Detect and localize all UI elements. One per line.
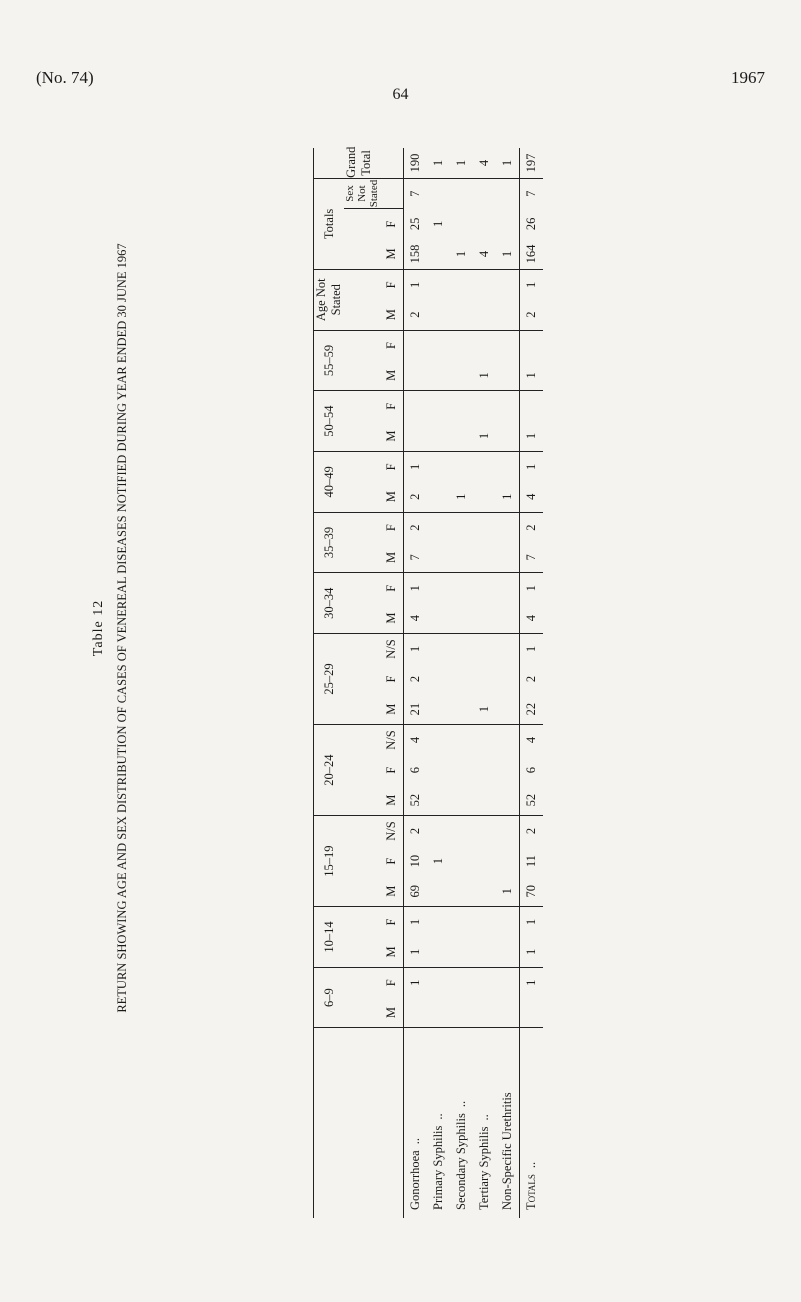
table-cell xyxy=(450,816,473,846)
table-cell xyxy=(450,634,473,664)
table-cell xyxy=(450,937,473,967)
table-body xyxy=(404,148,544,1218)
table-cell: 1 xyxy=(520,269,544,299)
row-label-text: Secondary Syphilis xyxy=(454,1113,468,1210)
table-cell: 2 xyxy=(520,512,544,542)
sex-label: M xyxy=(380,239,404,269)
sex-label: M xyxy=(380,360,404,390)
sex-label: N/S xyxy=(380,634,404,664)
table-row xyxy=(473,148,496,1218)
table-cell: 1 xyxy=(408,281,422,288)
table-cell xyxy=(427,421,450,451)
table-cell: 1 xyxy=(450,148,473,178)
sex-label: F xyxy=(380,451,404,481)
table-cell xyxy=(427,937,450,967)
table-cell: 26 xyxy=(520,209,544,239)
row-label xyxy=(496,1028,520,1218)
table-cell xyxy=(496,178,520,208)
table-cell xyxy=(427,573,450,603)
sex-label: M xyxy=(380,785,404,815)
table-cell xyxy=(473,907,496,937)
table-cell: 1 xyxy=(520,573,544,603)
table-cell: 197 xyxy=(520,148,544,178)
table-cell xyxy=(520,998,544,1028)
table-cell xyxy=(473,300,496,330)
table-cell xyxy=(496,421,520,451)
table-cell xyxy=(473,634,496,664)
group-6-9: 6–9 xyxy=(314,967,345,1028)
table-cell xyxy=(473,451,496,481)
table-cell: 2 xyxy=(408,524,422,531)
table-cell: 4 xyxy=(404,603,428,633)
table-cell xyxy=(496,967,520,997)
table-cell xyxy=(496,634,520,664)
sex-label: F xyxy=(380,391,404,421)
table-cell: 4 xyxy=(473,148,496,178)
table-cell: 4 xyxy=(408,736,422,744)
table-cell: 1 xyxy=(473,694,496,724)
table-cell xyxy=(450,512,473,542)
row-label xyxy=(404,1028,428,1218)
row-label xyxy=(520,1028,544,1218)
table-cell xyxy=(473,998,496,1028)
table-cell xyxy=(473,543,496,573)
table-cell xyxy=(427,785,450,815)
group-totals: Totals xyxy=(314,178,345,269)
table-cell xyxy=(450,876,473,906)
table-cell xyxy=(427,967,450,997)
leader-dots: .. xyxy=(524,1161,538,1169)
rotated-table-block xyxy=(85,18,725,1238)
table-cell xyxy=(496,694,520,724)
table-cell: 7 xyxy=(404,543,428,573)
table-cell xyxy=(427,603,450,633)
table-cell: 1 xyxy=(408,918,422,926)
table-cell xyxy=(427,239,450,269)
sex-label: F xyxy=(380,512,404,542)
table-cell: 2 xyxy=(408,827,422,835)
sex-label: N/S xyxy=(380,816,404,846)
table-cell: 1 xyxy=(404,937,428,967)
table-cell xyxy=(473,967,496,997)
table-cell: 1 xyxy=(520,451,544,481)
table-cell xyxy=(496,755,520,785)
table-cell xyxy=(427,360,450,390)
table-cell: 1 xyxy=(496,876,520,906)
table-cell xyxy=(427,694,450,724)
table-cell xyxy=(427,330,450,360)
sex-label: F xyxy=(380,755,404,785)
table-cell xyxy=(427,482,450,512)
table-cell xyxy=(427,664,450,694)
table-cell: 1 xyxy=(473,421,496,451)
table-cell: 1 xyxy=(496,482,520,512)
table-cell xyxy=(450,603,473,633)
table-cell xyxy=(473,330,496,360)
table-cell: 4 xyxy=(520,482,544,512)
table-cell xyxy=(473,755,496,785)
table-cell xyxy=(473,603,496,633)
table-cell: 1 xyxy=(408,645,422,653)
report-number: (No. 74) xyxy=(36,68,94,87)
table-cell xyxy=(496,543,520,573)
row-label-header xyxy=(314,1028,404,1218)
group-15-19: 15–19 xyxy=(314,816,345,907)
table-cell xyxy=(496,300,520,330)
table-cell xyxy=(473,846,496,876)
table-cell xyxy=(427,725,450,755)
table-cell: 1 xyxy=(408,979,422,986)
sex-label: F xyxy=(380,573,404,603)
table-cell: 25 xyxy=(408,217,422,231)
table-cell xyxy=(427,998,450,1028)
table-row xyxy=(404,148,428,1218)
sex-label: M xyxy=(380,300,404,330)
table-cell: 1 xyxy=(520,907,544,937)
table-cell xyxy=(450,694,473,724)
table-cell: 1 xyxy=(408,463,422,471)
table-cell: 4 xyxy=(520,725,544,755)
table-cell xyxy=(427,543,450,573)
table-cell xyxy=(427,269,450,299)
table-cell xyxy=(496,725,520,755)
table-cell xyxy=(496,664,520,694)
group-10-14: 10–14 xyxy=(314,907,345,968)
leader-dots: .. xyxy=(408,1138,422,1145)
table-cell: 52 xyxy=(520,785,544,815)
row-label xyxy=(450,1028,473,1218)
table-cell: 10 xyxy=(408,854,422,868)
table-cell: 70 xyxy=(520,876,544,906)
table-cell xyxy=(427,907,450,937)
table-cell xyxy=(496,209,520,239)
row-label-text: Non-Specific Urethritis xyxy=(500,1092,514,1210)
table-cell xyxy=(450,421,473,451)
table-cell xyxy=(473,209,496,239)
group-30-34: 30–34 xyxy=(314,573,345,634)
table-cell: 1 xyxy=(520,967,544,997)
sex-not-stated-header: Sex Not Stated xyxy=(344,179,380,208)
table-cell: 1 xyxy=(408,585,422,592)
table-cell xyxy=(450,785,473,815)
table-cell xyxy=(496,603,520,633)
table-cell: 4 xyxy=(520,603,544,633)
table-cell: 11 xyxy=(520,846,544,876)
table-cell xyxy=(427,451,450,481)
table-cell xyxy=(404,421,428,451)
table-cell xyxy=(450,360,473,390)
row-label-text: Gonorrhoea xyxy=(408,1150,422,1210)
table-cell xyxy=(427,300,450,330)
table-cell xyxy=(496,846,520,876)
table-cell: 1 xyxy=(450,482,473,512)
sex-label: M xyxy=(380,694,404,724)
table-cell xyxy=(496,937,520,967)
page-number: 64 xyxy=(392,86,409,103)
table-cell: 158 xyxy=(404,239,428,269)
table-cell xyxy=(496,998,520,1028)
sex-label: M xyxy=(380,876,404,906)
table-cell xyxy=(496,330,520,360)
table-cell xyxy=(450,209,473,239)
table-cell xyxy=(520,330,544,360)
table-cell xyxy=(404,330,428,360)
table-cell xyxy=(450,543,473,573)
table-cell xyxy=(450,178,473,208)
table-cell: 164 xyxy=(520,239,544,269)
table-cell xyxy=(473,876,496,906)
table-cell xyxy=(427,634,450,664)
table-cell xyxy=(473,785,496,815)
leader-dots: .. xyxy=(477,1114,491,1121)
leader-dots: .. xyxy=(431,1113,445,1120)
table-cell: 1 xyxy=(496,239,520,269)
table-cell xyxy=(473,482,496,512)
table-cell xyxy=(427,816,450,846)
table-cell xyxy=(427,755,450,785)
table-cell: 2 xyxy=(404,482,428,512)
age-group-header-row xyxy=(314,148,345,1218)
table-cell: 6 xyxy=(520,755,544,785)
table-cell xyxy=(496,269,520,299)
table-cell xyxy=(496,816,520,846)
group-age-not-stated: Age Not Stated xyxy=(314,269,345,330)
table-cell xyxy=(450,664,473,694)
table-cell xyxy=(450,330,473,360)
table-cell: 1 xyxy=(520,937,544,967)
table-cell: 2 xyxy=(408,675,422,683)
leader-dots: .. xyxy=(454,1100,468,1108)
table-cell xyxy=(473,937,496,967)
table-row xyxy=(427,148,450,1218)
table-cell xyxy=(496,907,520,937)
table-row xyxy=(520,148,544,1218)
sex-label: F xyxy=(380,269,404,299)
table-cell xyxy=(450,967,473,997)
table-cell xyxy=(496,451,520,481)
row-label xyxy=(427,1028,450,1218)
group-25-29: 25–29 xyxy=(314,634,345,725)
table-cell xyxy=(496,512,520,542)
table-cell xyxy=(450,573,473,603)
table-cell xyxy=(496,391,520,421)
table-cell: 1 xyxy=(496,148,520,178)
table-cell xyxy=(427,876,450,906)
sex-label: M xyxy=(380,482,404,512)
group-50-54: 50–54 xyxy=(314,391,345,452)
table-cell: 2 xyxy=(520,300,544,330)
table-cell xyxy=(450,846,473,876)
table-cell: 4 xyxy=(473,239,496,269)
table-cell xyxy=(473,391,496,421)
sex-label: F xyxy=(380,967,404,997)
sex-label: F xyxy=(380,846,404,876)
table-cell xyxy=(473,178,496,208)
table-cell: 7 xyxy=(520,543,544,573)
row-label xyxy=(473,1028,496,1218)
table-cell xyxy=(473,573,496,603)
sex-label: F xyxy=(380,330,404,360)
table-title: RETURN SHOWING AGE AND SEX DISTRIBUTION OF CASES OF VENEREAL DISEASES NOTIFIED DURING YEAR ENDED 30 JUNE 1967 xyxy=(115,243,129,1013)
table-cell xyxy=(520,391,544,421)
row-label-text: Primary Syphilis xyxy=(431,1125,445,1210)
group-55-59: 55–59 xyxy=(314,330,345,391)
table-cell xyxy=(404,998,428,1028)
table-cell xyxy=(450,451,473,481)
table-cell xyxy=(450,755,473,785)
table-cell: 1 xyxy=(431,857,445,865)
year: 1967 xyxy=(731,68,765,87)
table-cell xyxy=(496,360,520,390)
table-cell xyxy=(473,816,496,846)
table-cell xyxy=(450,725,473,755)
sex-label: F xyxy=(380,664,404,694)
table-cell xyxy=(450,907,473,937)
table-cell: 1 xyxy=(520,360,544,390)
row-label-text: Totals xyxy=(524,1174,538,1210)
table-cell xyxy=(450,300,473,330)
table-cell xyxy=(473,664,496,694)
sex-label: M xyxy=(380,998,404,1028)
table-cell: 6 xyxy=(408,766,422,774)
table-cell: 1 xyxy=(520,421,544,451)
sex-label: N/S xyxy=(380,725,404,755)
table-cell xyxy=(450,269,473,299)
sex-label: F xyxy=(380,907,404,937)
table-row xyxy=(496,148,520,1218)
table-cell xyxy=(404,360,428,390)
grand-total-header: Grand Total xyxy=(314,148,404,178)
table-cell: 69 xyxy=(404,876,428,906)
table-cell xyxy=(427,178,450,208)
table-cell xyxy=(473,269,496,299)
table-cell: 1 xyxy=(473,360,496,390)
table-cell: 2 xyxy=(520,816,544,846)
table-cell: 1 xyxy=(520,634,544,664)
sex-label: M xyxy=(380,543,404,573)
table-cell: 1 xyxy=(431,220,445,228)
table-cell: 7 xyxy=(408,190,422,197)
table-cell: 2 xyxy=(404,300,428,330)
table-cell xyxy=(496,785,520,815)
data-table xyxy=(313,148,543,1218)
group-20-24: 20–24 xyxy=(314,725,345,816)
sex-label: F xyxy=(380,209,404,239)
table-row xyxy=(450,148,473,1218)
sex-label: M xyxy=(380,421,404,451)
table-cell xyxy=(496,573,520,603)
table-cell: 1 xyxy=(427,148,450,178)
table-cell: 52 xyxy=(404,785,428,815)
table-cell: 22 xyxy=(520,694,544,724)
table-cell xyxy=(450,391,473,421)
table-cell: 7 xyxy=(520,178,544,208)
table-label: Table 12 xyxy=(91,599,106,657)
table-cell xyxy=(404,391,428,421)
table-cell xyxy=(427,512,450,542)
row-label-text: Tertiary Syphilis xyxy=(477,1126,491,1210)
table-cell: 2 xyxy=(520,664,544,694)
group-35-39: 35–39 xyxy=(314,512,345,573)
table-cell xyxy=(473,512,496,542)
table-cell xyxy=(473,725,496,755)
table-cell xyxy=(427,391,450,421)
group-40-49: 40–49 xyxy=(314,451,345,512)
table-cell: 1 xyxy=(450,239,473,269)
table-cell: 21 xyxy=(404,694,428,724)
table-cell: 190 xyxy=(404,148,428,178)
table-cell xyxy=(450,998,473,1028)
sex-label: M xyxy=(380,937,404,967)
sex-label: M xyxy=(380,603,404,633)
